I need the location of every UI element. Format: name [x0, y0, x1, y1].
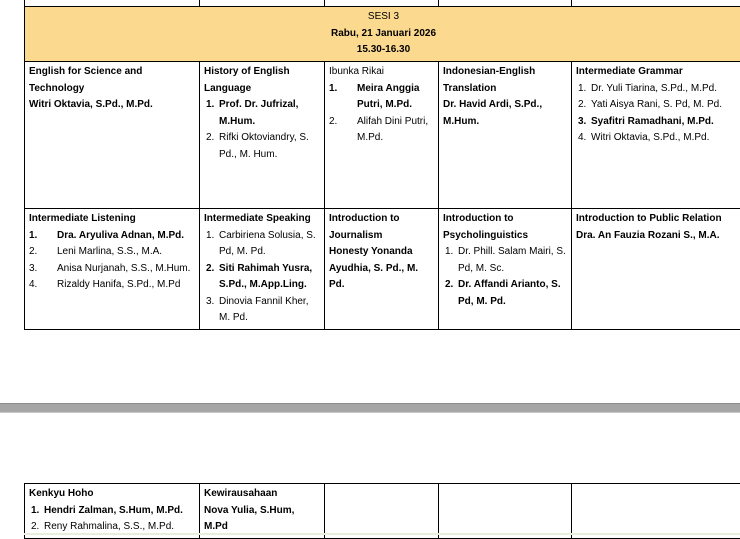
empty-cell [325, 484, 439, 539]
list-item: 2. Yati Aisya Rani, S. Pd, M. Pd. [576, 97, 738, 114]
list-item: 2. Rifki Oktoviandry, S. Pd., M. Hum. [204, 130, 320, 163]
lecturer-list [204, 97, 320, 163]
lecturer-name: Dra. An Fauzia Rozani S., M.A. [576, 228, 738, 245]
list-item: 1. Dr. Yuli Tiarina, S.Pd., M.Pd. [576, 81, 738, 98]
course-cell [25, 62, 200, 209]
course-name: Ibunka Rikai [329, 64, 434, 81]
session-title: SESI 3 [29, 9, 738, 26]
list-item: 2. Dr. Affandi Arianto, S. Pd, M. Pd. [443, 277, 567, 310]
course-cell [200, 209, 325, 330]
list-item: 1. Hendri Zalman, S.Hum, M.Pd. [29, 503, 195, 520]
list-item: 1. Dr. Phill. Salam Mairi, S. Pd, M. Sc. [443, 244, 567, 277]
lecturer-name: Dr. Havid Ardi, S.Pd., M.Hum. [443, 97, 567, 130]
course-cell [439, 209, 572, 330]
list-item: 2. Alifah Dini Putri, M.Pd. [329, 114, 434, 147]
table-row [25, 484, 740, 539]
lecturer-name: Witri Oktavia, S.Pd., M.Pd. [29, 97, 195, 114]
list-item: 1. Carbiriena Solusia, S. Pd, M. Pd. [204, 228, 320, 261]
course-cell [200, 62, 325, 209]
course-name: Intermediate Speaking [204, 211, 320, 228]
table-row [25, 62, 740, 209]
lecturer-name: Honesty Yonanda Ayudhia, S. Pd., M. Pd. [329, 244, 434, 294]
list-item: 4. Rizaldy Hanifa, S.Pd., M.Pd [29, 277, 195, 294]
course-cell [200, 484, 325, 539]
empty-cell [439, 484, 572, 539]
course-cell [25, 484, 200, 539]
schedule-table-session-3 [24, 0, 740, 330]
course-cell [25, 209, 200, 330]
course-name: Kewirausahaan [204, 486, 320, 503]
lecturer-list [576, 81, 738, 147]
course-cell [572, 62, 740, 209]
lecturer-list [329, 81, 434, 147]
course-cell [325, 62, 439, 209]
session-header [25, 7, 740, 62]
schedule-table-continued [24, 483, 740, 539]
list-item: 2. Leni Marlina, S.S., M.A. [29, 244, 195, 261]
table-row [25, 209, 740, 330]
course-name: Introduction to Public Relation [576, 211, 738, 228]
list-item: 1. Dra. Aryuliva Adnan, M.Pd. [29, 228, 195, 245]
list-item: 2. Siti Rahimah Yusra, S.Pd., M.App.Ling. [204, 261, 320, 294]
list-item: 1. Meira Anggia Putri, M.Pd. [329, 81, 434, 114]
list-item: 1. Prof. Dr. Jufrizal, M.Hum. [204, 97, 320, 130]
course-name: English for Science and Technology [29, 64, 195, 97]
lecturer-list [204, 228, 320, 327]
page-break-bar [0, 403, 740, 413]
list-item: 4. Witri Oktavia, S.Pd., M.Pd. [576, 130, 738, 147]
course-name: History of English Language [204, 64, 320, 97]
course-cell [325, 209, 439, 330]
lecturer-list [29, 228, 195, 294]
session-time: 15.30-16.30 [29, 42, 738, 59]
session-date: Rabu, 21 Januari 2026 [29, 26, 738, 43]
course-cell [572, 209, 740, 330]
list-item: 3. Dinovia Fannil Kher, M. Pd. [204, 294, 320, 327]
lecturer-list [443, 244, 567, 310]
list-item: 3. Syafitri Ramadhani, M.Pd. [576, 114, 738, 131]
lecturer-name: Nova Yulia, S.Hum, M.Pd [204, 503, 320, 536]
list-item: 3. Anisa Nurjanah, S.S., M.Hum. [29, 261, 195, 278]
course-name: Introduction to Psycholinguistics [443, 211, 567, 244]
course-cell [439, 62, 572, 209]
course-name: Introduction to Journalism [329, 211, 434, 244]
list-item: 2. Reny Rahmalina, S.S., M.Pd. [29, 519, 195, 536]
lecturer-list [29, 503, 195, 536]
course-name: Intermediate Grammar [576, 64, 738, 81]
course-name: Kenkyu Hoho [29, 486, 195, 503]
course-name: Intermediate Listening [29, 211, 195, 228]
empty-cell [572, 484, 740, 539]
course-name: Indonesian-English Translation [443, 64, 567, 97]
session-header-row [25, 7, 740, 62]
